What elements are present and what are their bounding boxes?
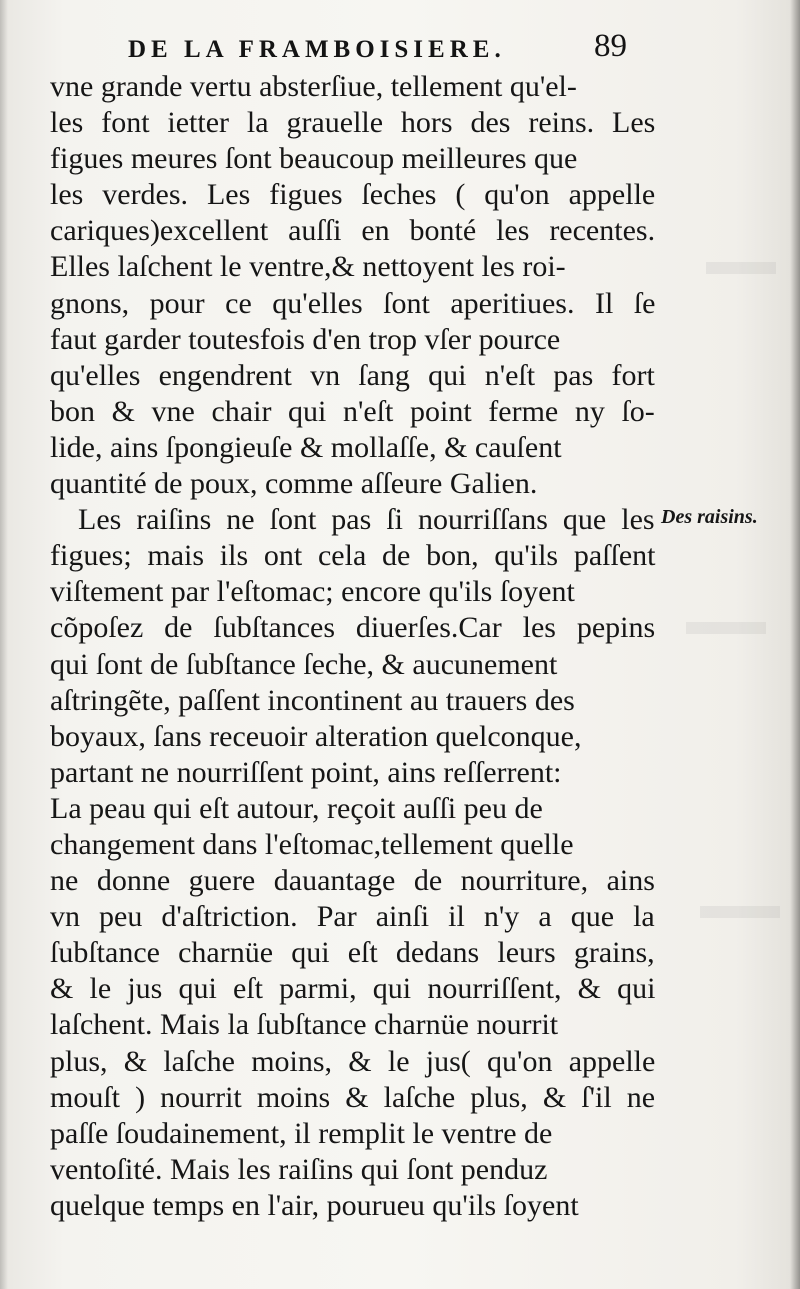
text-line: viſtement par l'eſtomac; encore qu'ils ſoyent <box>50 575 575 609</box>
text-line: laſchent. Mais la ſubſtance charnüe nourrit <box>50 1008 559 1042</box>
text-line: figues; mais ils ont cela de bon, qu'ils paſſent <box>50 539 656 573</box>
text-line: lide, ains ſpongieuſe & mollaſſe, & cauſent <box>50 430 562 464</box>
body-text <box>50 69 655 1224</box>
text-line: mouſt ) nourrit moins & laſche plus, & ſ'il ne <box>50 1080 656 1114</box>
text-line: ventoſité. Mais les raiſins qui ſont penduz <box>50 1152 548 1186</box>
text-line: changement dans l'eſtomac,tellement quelle <box>50 827 574 861</box>
text-line: boyaux, ſans receuoir alteration quelconque, <box>50 719 582 753</box>
text-line: plus, & laſche moins, & le jus( qu'on appelle <box>50 1044 656 1078</box>
text-line: ne donne guere dauantage de nourriture, ains <box>50 864 655 898</box>
text-line: ſubſtance charnüe qui eſt dedans leurs grains, <box>50 936 655 970</box>
text-line: quelque temps en l'air, pourueu qu'ils ſoyent <box>50 1188 579 1222</box>
text-line: paſſe ſoudainement, il remplit le ventre de <box>50 1116 553 1150</box>
text-line: qui ſont de ſubſtance ſeche, & aucunement <box>50 647 558 681</box>
text-line: vn peu d'aſtriction. Par ainſi il n'y a que la <box>50 900 655 934</box>
text-line: faut garder toutesfois d'en trop vſer pource <box>50 322 561 356</box>
text-line: bon & vne chair qui n'eſt point ferme ny ſo- <box>50 394 655 428</box>
show-through-mark <box>700 906 780 918</box>
paragraph-start-line: Les raiſins ne ſont pas ſi nourriſſans que les <box>78 503 655 537</box>
text-line: La peau qui eſt autour, reçoit auſſi peu de <box>50 791 543 825</box>
running-head: DE LA FRAMBOISIERE. <box>128 36 506 63</box>
text-line: figues meures ſont beaucoup meilleures que <box>50 142 578 176</box>
text-line: Elles laſchent le ventre,& nettoyent les roi- <box>50 250 566 284</box>
text-line: vne grande vertu absterſiue, tellement qu'el- <box>50 70 577 103</box>
text-line: gnons, pour ce qu'elles ſont aperitiues. Il ſe <box>50 286 656 320</box>
page-edge-shadow <box>790 0 800 1289</box>
page-number: 89 <box>594 28 627 64</box>
text-line: quantité de poux, comme aſſeure Galien. <box>50 467 538 501</box>
text-line: aſtringẽte, paſſent incontinent au trauers des <box>50 683 575 717</box>
margin-note: Des raisins. <box>661 506 758 528</box>
show-through-mark <box>686 622 766 634</box>
show-through-mark <box>706 262 776 274</box>
text-line: cõpoſez de ſubſtances diuerſes.Car les pepins <box>50 611 656 645</box>
text-line: qu'elles engendrent vn ſang qui n'eſt pas fort <box>50 358 655 392</box>
text-line: cariques)excellent auſſi en bonté les recentes. <box>50 214 656 248</box>
text-line: partant ne nourriſſent point, ains reſſerrent: <box>50 755 562 789</box>
page-gutter-shadow <box>0 0 8 1289</box>
text-line: & le jus qui eſt parmi, qui nourriſſent, & qui <box>50 972 656 1006</box>
text-line: les font ietter la grauelle hors des reins. Les <box>50 106 656 140</box>
text-line: les verdes. Les figues ſeches ( qu'on appelle <box>50 178 656 212</box>
